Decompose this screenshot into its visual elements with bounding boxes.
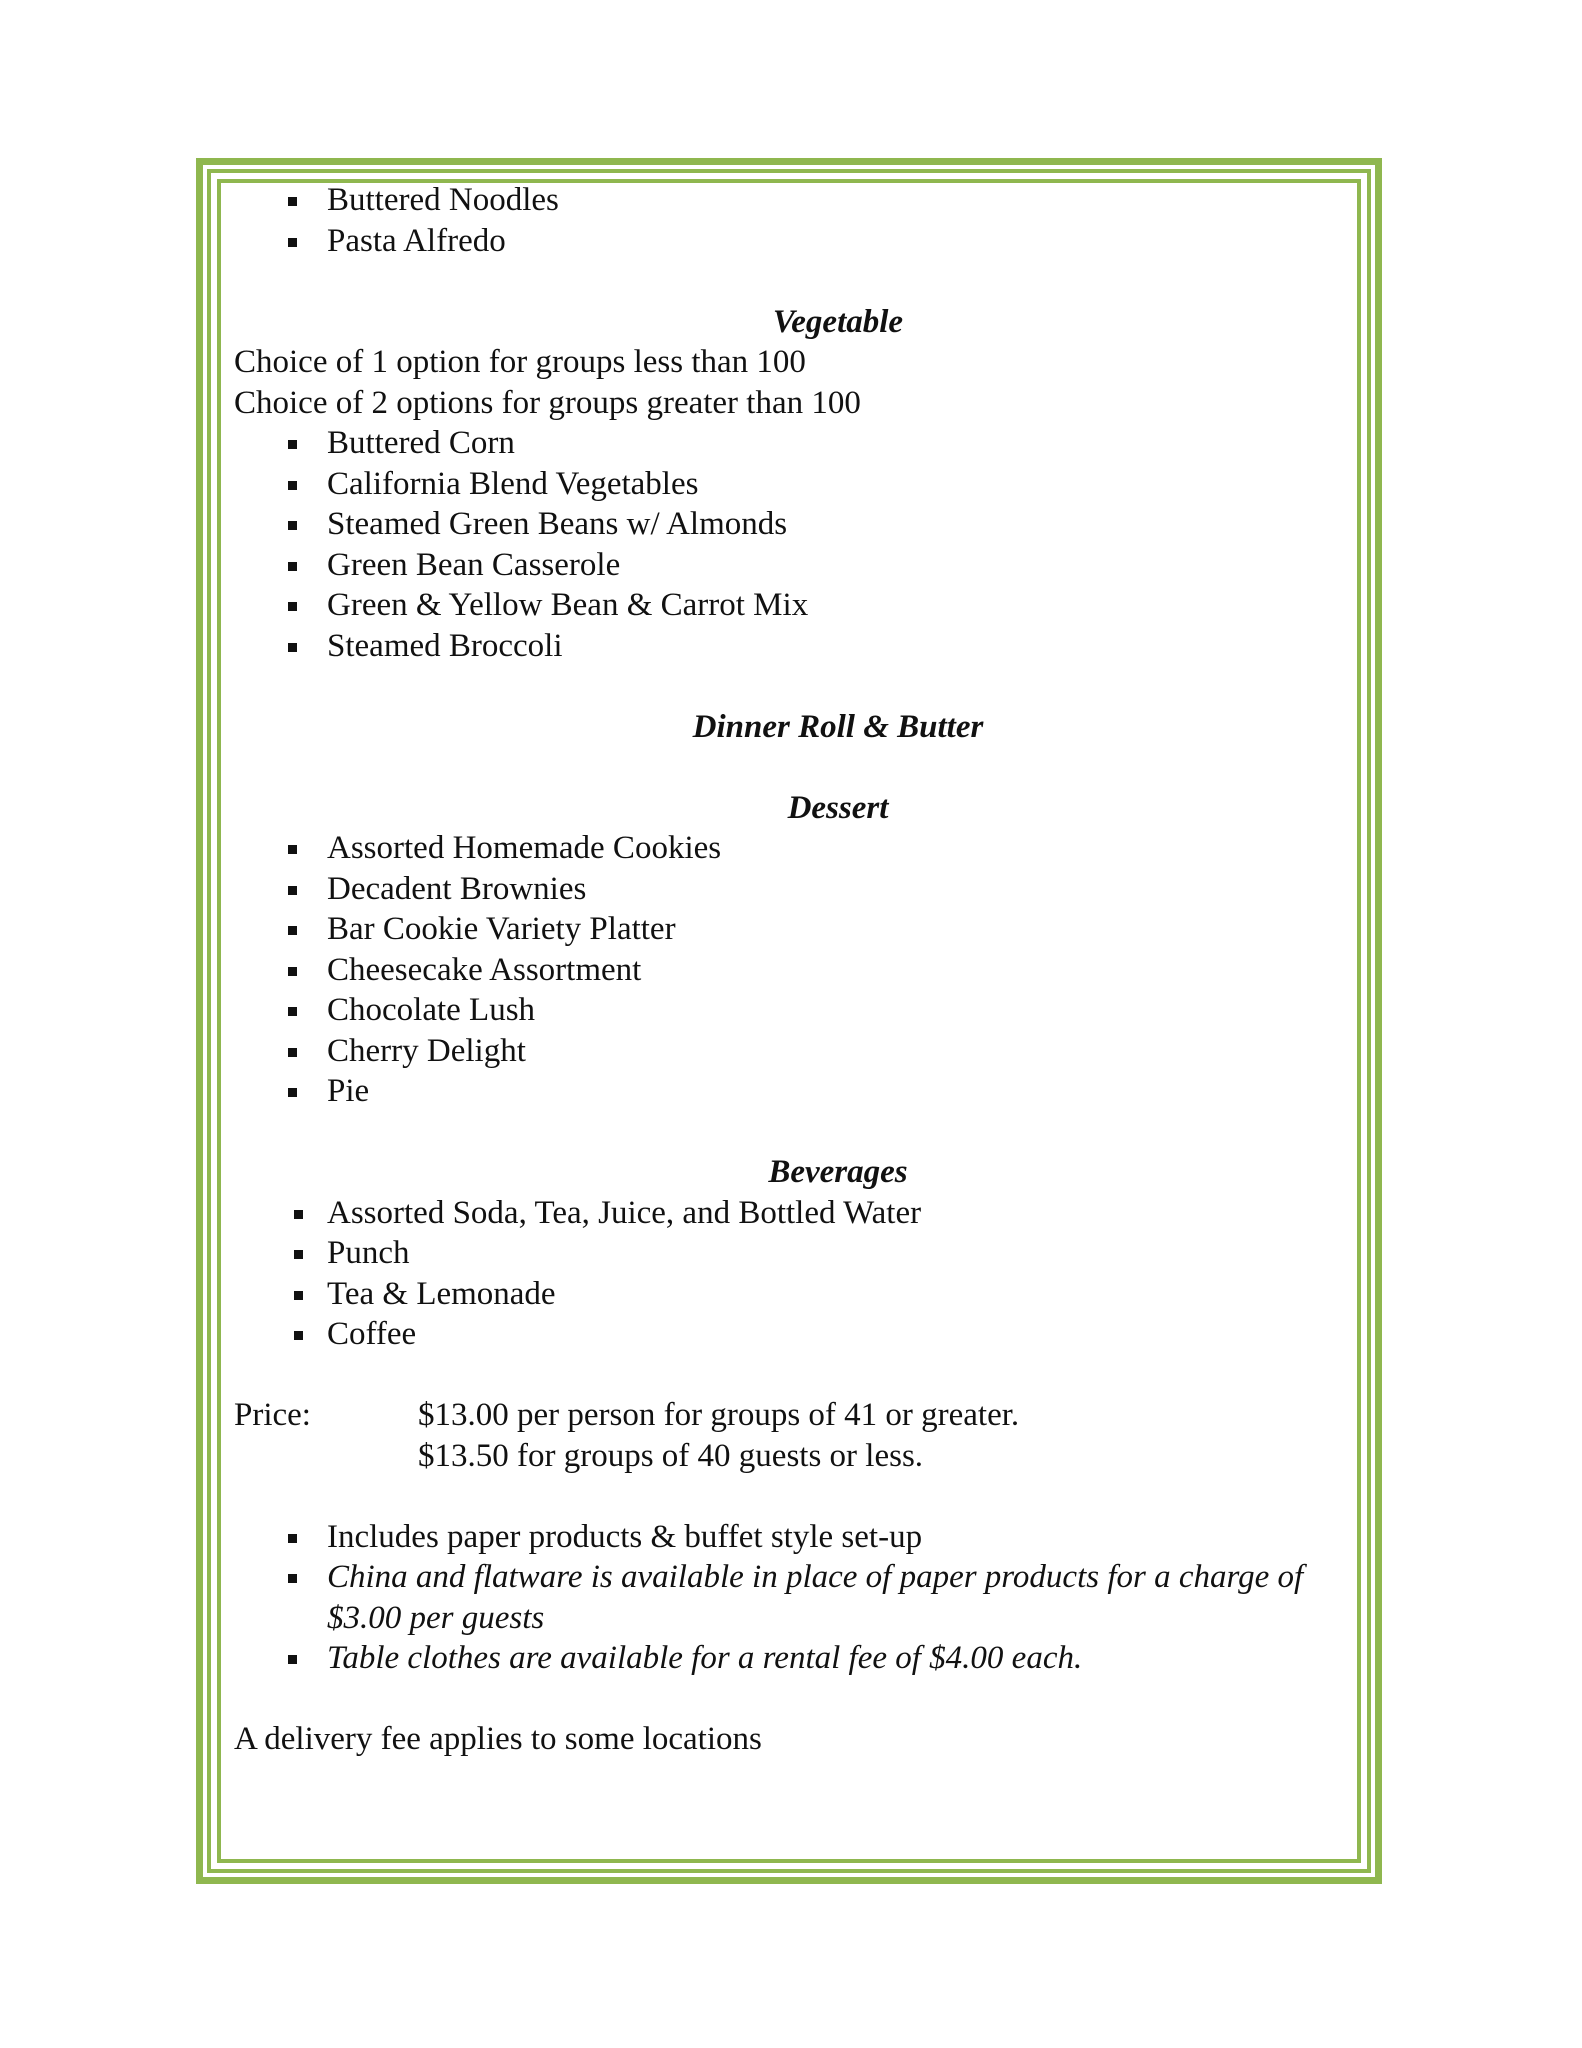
list-item: Bar Cookie Variety Platter xyxy=(234,909,1344,950)
bullet-square-icon xyxy=(288,602,297,611)
bullet-square-icon xyxy=(288,562,297,571)
list-item: Pasta Alfredo xyxy=(234,221,1344,262)
beverages-heading: Beverages xyxy=(768,1154,908,1190)
price-row xyxy=(234,1395,1344,1436)
dinner-roll-heading: Dinner Roll & Butter xyxy=(692,708,984,745)
bullet-square-icon xyxy=(294,1331,303,1340)
vegetable-note: Choice of 1 option for groups less than 100 xyxy=(234,344,806,380)
list-item: Steamed Green Beans w/ Almonds xyxy=(234,504,1344,545)
list-item: California Blend Vegetables xyxy=(234,464,1344,505)
bullet-square-icon xyxy=(288,1655,297,1664)
bullet-square-icon xyxy=(288,481,297,490)
list-item: Buttered Noodles xyxy=(234,180,1344,221)
bullet-square-icon xyxy=(294,1250,303,1259)
list-item: China and flatware is available in place of paper products for a charge of xyxy=(234,1557,1344,1598)
list-item: Coffee xyxy=(234,1314,1344,1355)
delivery-note: A delivery fee applies to some locations xyxy=(234,1721,762,1757)
price-label: Price: xyxy=(234,1397,311,1433)
bullet-square-icon xyxy=(288,926,297,935)
list-item: Green Bean Casserole xyxy=(234,545,1344,586)
bullet-square-icon xyxy=(288,886,297,895)
price-line-1: $13.00 per person for groups of 41 or greater. xyxy=(418,1397,1020,1433)
menu-content xyxy=(234,180,1344,1760)
list-item: Assorted Homemade Cookies xyxy=(234,828,1344,869)
bullet-square-icon xyxy=(288,967,297,976)
bullet-square-icon xyxy=(288,1534,297,1543)
bullet-square-icon xyxy=(288,1574,297,1583)
bullet-square-icon xyxy=(288,1007,297,1016)
list-item: Table clothes are available for a rental fee of $4.00 each. xyxy=(234,1638,1344,1679)
bullet-square-icon xyxy=(288,1088,297,1097)
bullet-square-icon xyxy=(288,238,297,247)
list-item: Steamed Broccoli xyxy=(234,626,1344,667)
bullet-square-icon xyxy=(288,440,297,449)
list-item: Includes paper products & buffet style set-up xyxy=(234,1517,1344,1558)
list-item: Pie xyxy=(234,1071,1344,1112)
list-item: Buttered Corn xyxy=(234,423,1344,464)
list-item: Green & Yellow Bean & Carrot Mix xyxy=(234,585,1344,626)
list-item: Decadent Brownies xyxy=(234,869,1344,910)
list-item: Chocolate Lush xyxy=(234,990,1344,1031)
price-line-2: $13.50 for groups of 40 guests or less. xyxy=(418,1437,924,1474)
list-item: Assorted Soda, Tea, Juice, and Bottled Water xyxy=(234,1193,1344,1234)
list-item-continuation: $3.00 per guests xyxy=(327,1599,545,1636)
list-item: Cherry Delight xyxy=(234,1031,1344,1072)
vegetable-note: Choice of 2 options for groups greater than 100 xyxy=(234,384,861,421)
list-item: Cheesecake Assortment xyxy=(234,950,1344,991)
bullet-square-icon xyxy=(288,643,297,652)
list-item: Tea & Lemonade xyxy=(234,1274,1344,1315)
bullet-square-icon xyxy=(288,521,297,530)
bullet-square-icon xyxy=(288,845,297,854)
bullet-square-icon xyxy=(288,1048,297,1057)
vegetable-heading: Vegetable xyxy=(772,303,904,340)
price-row-2 xyxy=(234,1436,1344,1477)
bullet-square-icon xyxy=(294,1291,303,1300)
bullet-square-icon xyxy=(288,197,297,206)
bullet-square-icon xyxy=(294,1210,303,1219)
dessert-heading: Dessert xyxy=(787,789,889,826)
list-item: Punch xyxy=(234,1233,1344,1274)
